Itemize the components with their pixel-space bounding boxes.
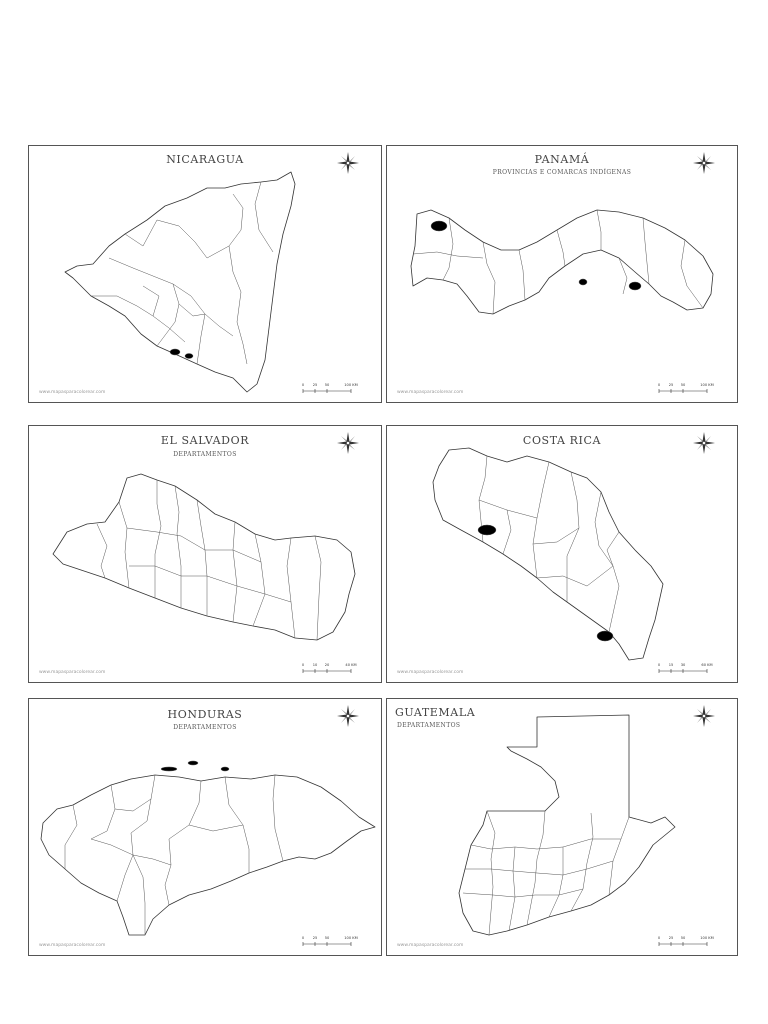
map-subtitle: PROVINCIAS E COMARCAS INDÍGENAS	[492, 169, 632, 176]
scale-tick-label: 50	[680, 383, 686, 387]
scale-tick-label: 25	[312, 383, 318, 387]
scale-tick-label: 0	[657, 663, 661, 667]
scale-tick-label: 100 KM	[344, 936, 358, 940]
scale-tick-label: 25	[668, 936, 674, 940]
guatemala-map	[387, 699, 739, 957]
el-salvador-map	[29, 426, 383, 684]
scale-tick-label: 50	[324, 383, 330, 387]
scale-tick-label: 15	[668, 663, 674, 667]
map-title: PANAMÁ	[534, 153, 590, 166]
scale-tick-label: 20	[324, 663, 330, 667]
scale-tick-label: 30	[680, 663, 686, 667]
map-panel-costa-rica	[386, 425, 738, 683]
website-credit: www.mapasparacolorear.com	[39, 390, 106, 395]
scale-tick-label: 40 KM	[345, 663, 357, 667]
scale-tick-label: 100 KM	[700, 936, 714, 940]
map-title: COSTA RICA	[522, 434, 602, 447]
scale-bar	[301, 380, 361, 394]
scale-tick-label: 50	[324, 936, 330, 940]
panama-map	[387, 146, 739, 404]
map-title: NICARAGUA	[166, 153, 244, 166]
scale-tick-label: 10	[312, 663, 318, 667]
scale-bar	[657, 660, 717, 674]
map-title: HONDURAS	[167, 708, 243, 721]
map-title: GUATEMALA	[395, 706, 476, 719]
scale-tick-label: 0	[301, 663, 305, 667]
map-panel-panama	[386, 145, 738, 403]
website-credit: www.mapasparacolorear.com	[397, 670, 464, 675]
scale-tick-label: 0	[657, 383, 661, 387]
scale-tick-label: 100 KM	[700, 383, 714, 387]
scale-bar	[301, 933, 361, 947]
website-credit: www.mapasparacolorear.com	[39, 943, 106, 948]
website-credit: www.mapasparacolorear.com	[397, 943, 464, 948]
website-credit: www.mapasparacolorear.com	[39, 670, 106, 675]
map-subtitle: DEPARTAMENTOS	[173, 724, 237, 731]
scale-tick-label: 25	[668, 383, 674, 387]
costa-rica-map	[387, 426, 739, 684]
scale-bar	[301, 660, 361, 674]
scale-tick-label: 50	[680, 936, 686, 940]
scale-tick-label: 60 KM	[701, 663, 713, 667]
scale-bar	[657, 933, 717, 947]
map-subtitle: DEPARTAMENTOS	[173, 451, 237, 458]
map-title: EL SALVADOR	[160, 434, 250, 447]
scale-tick-label: 25	[312, 936, 318, 940]
map-panel-honduras	[28, 698, 382, 956]
honduras-map	[29, 699, 383, 957]
scale-tick-label: 0	[657, 936, 661, 940]
map-panel-guatemala	[386, 698, 738, 956]
scale-tick-label: 100 KM	[344, 383, 358, 387]
map-panel-el-salvador	[28, 425, 382, 683]
scale-bar	[657, 380, 717, 394]
nicaragua-map	[29, 146, 383, 404]
scale-tick-label: 0	[301, 383, 305, 387]
website-credit: www.mapasparacolorear.com	[397, 390, 464, 395]
map-subtitle: DEPARTAMENTOS	[397, 722, 461, 729]
scale-tick-label: 0	[301, 936, 305, 940]
map-panel-nicaragua	[28, 145, 382, 403]
